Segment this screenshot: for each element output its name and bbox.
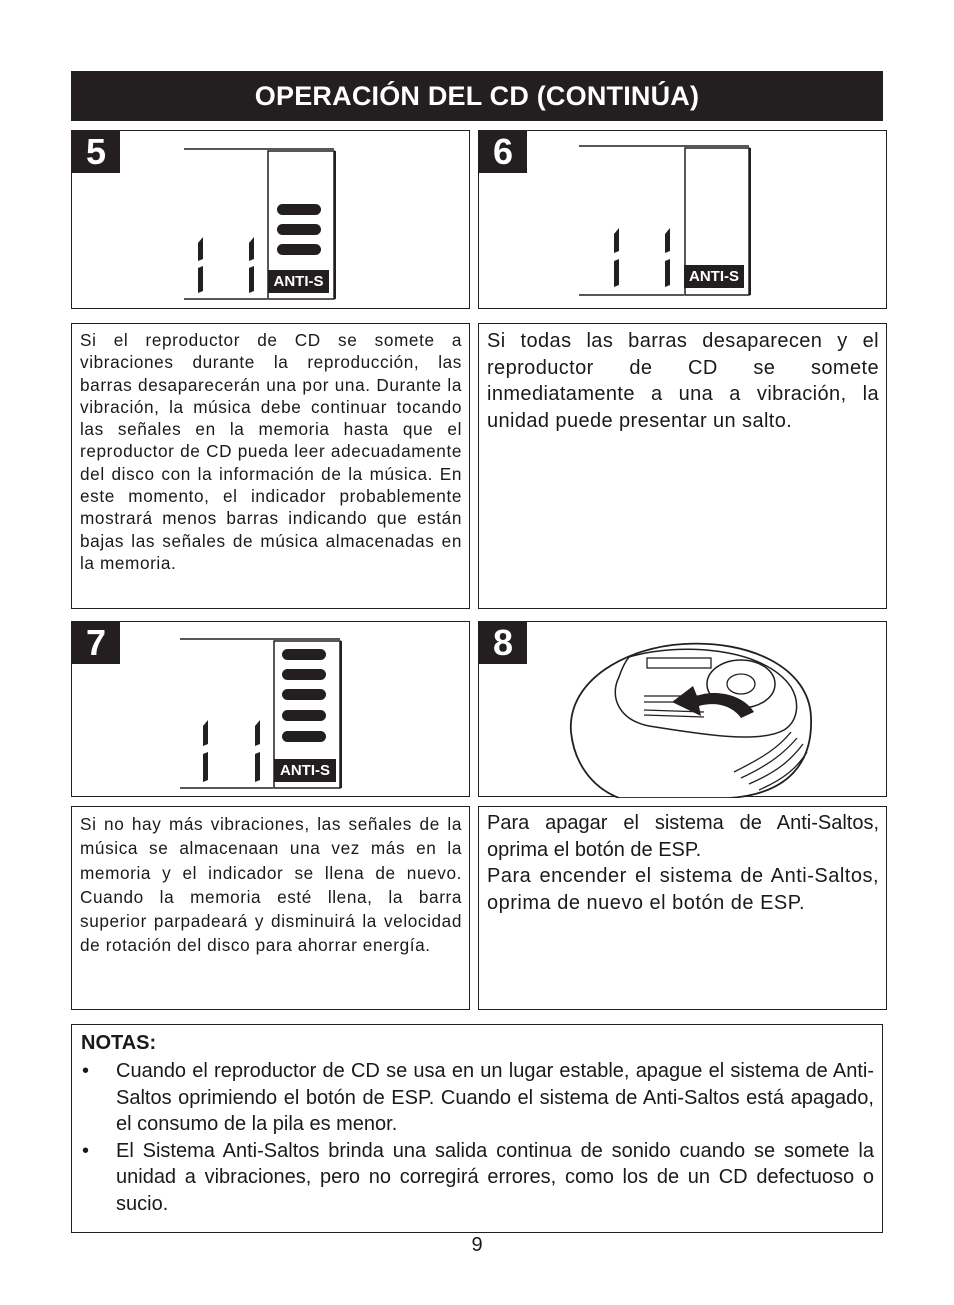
cd-player-illustration [479,622,888,798]
bullet-icon: • [82,1139,90,1162]
step-number-5: 5 [72,131,120,173]
step-number-8: 8 [479,622,527,664]
step-8-description-line-2: Para encender el sistema de Anti-Saltos, oprima de nuevo el botón de ESP. [487,865,879,914]
notes-box [71,1024,883,1233]
step-7-description: Si no hay más vibraciones, las señales de la música se almacenaan una vez más en la memoria y el indicador se llena de nuevo. Cuando la memoria esté llena, la barra superior parpadeará y disminuirá la velocidad de rotación del disco para ahorrar energía. [80,814,462,956]
notes-list [81,1058,874,1217]
step-7-text-box [71,806,470,1010]
page-title: OPERACIÓN DEL CD (CONTINÚA) [71,71,883,121]
step-5-figure [71,130,470,309]
notes-item [81,1058,874,1138]
lcd-display-illustration [72,622,471,798]
step-6-text-box [478,323,887,609]
page-number: 9 [471,1234,483,1256]
step-6-description: Si todas las barras desaparecen y el reproductor de CD se somete inmediatamente a una a vibración, la unidad puede presentar un salto. [487,330,879,432]
step-8-figure [478,621,887,797]
notes-item-text: El Sistema Anti-Saltos brinda una salida continua de sonido cuando se somete la unidad a vibraciones, pero no corregirá errores, como los de un CD defectuoso o sucio. [116,1139,874,1215]
notes-item-text: Cuando el reproductor de CD se usa en un lugar estable, apague el sistema de Anti-Saltos oprimiendo el botón de ESP. Cuando el sistema de Anti-Saltos está apagado, el consumo de la pila es menor. [116,1060,874,1135]
step-5-text-box [71,323,470,609]
step-7-figure [71,621,470,797]
step-8-description-line-1: Para apagar el sistema de Anti-Saltos, oprima el botón de ESP. [487,812,879,861]
step-6-figure [478,130,887,309]
notes-item [81,1138,874,1218]
anti-skip-indicator-label: ANTI-S [280,762,330,779]
step-8-text-box [478,806,887,1010]
step-number-7: 7 [72,622,120,664]
step-number-6: 6 [479,131,527,173]
notes-title: NOTAS: [81,1032,157,1054]
anti-skip-indicator-label: ANTI-S [689,268,739,285]
step-5-description: Si el reproductor de CD se somete a vibraciones durante la reproducción, las barras desaparecerán una por una. Durante la vibración, la música debe continuar tocando las señales en la memoria hasta que el reproductor de CD pueda leer adecuadamente del disco con la información de la música. En este momento, el indicador probablemente mostrará menos barras indicando que están bajas las señales de música almacenadas en la memoria. [80,330,462,573]
bullet-icon: • [82,1060,90,1082]
anti-skip-indicator-label: ANTI-S [273,273,324,290]
